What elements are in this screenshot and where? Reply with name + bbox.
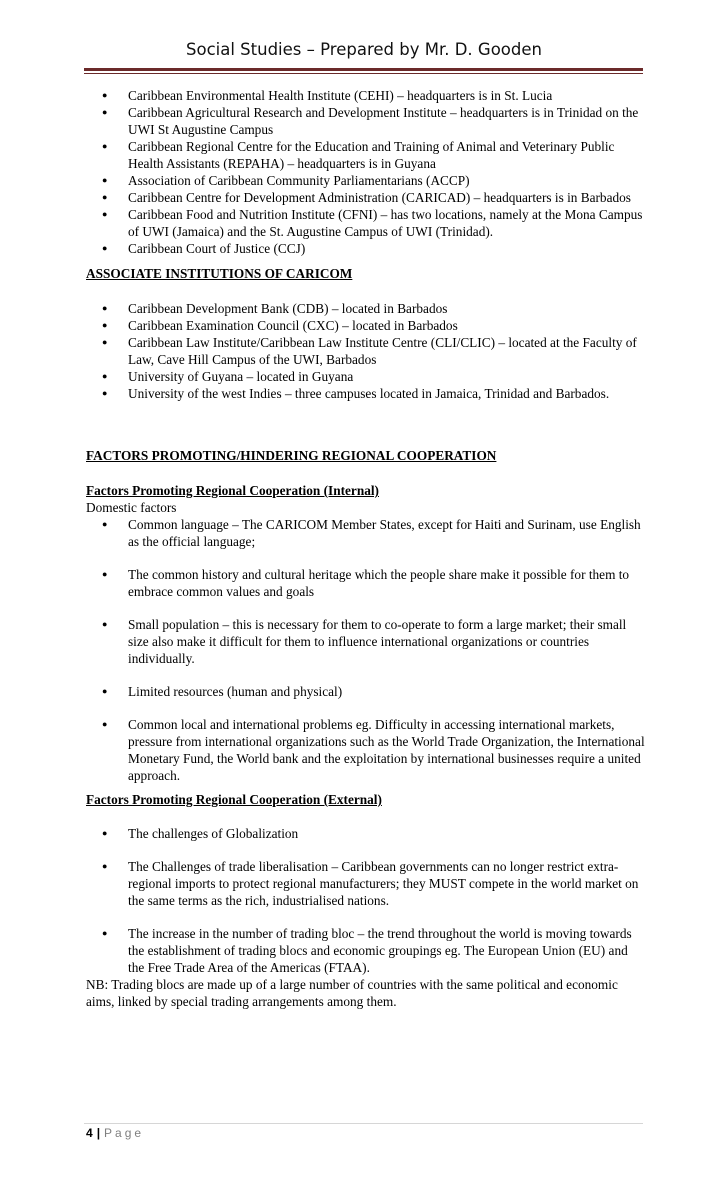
external-factors-list (86, 825, 646, 976)
list-item: ● Small population – this is necessary for them to co-operate to form a large market; their small size also make it difficult for them to influence international organizations or countries individually. (86, 616, 646, 667)
list-item: ● Caribbean Centre for Development Administration (CARICAD) – headquarters is in Barbados (86, 189, 646, 206)
institutions-list (86, 87, 646, 257)
list-item: ● Caribbean Agricultural Research and Development Institute – headquarters is in Trinidad on the UWI St Augustine Campus (86, 104, 646, 138)
list-item: ● Common language – The CARICOM Member States, except for Haiti and Surinam, use English as the official language; (86, 516, 646, 550)
list-item: ● Caribbean Court of Justice (CCJ) (86, 240, 646, 257)
header-rule-thin (84, 73, 643, 74)
list-item: ● Caribbean Examination Council (CXC) – located in Barbados (86, 317, 646, 334)
factors-heading: FACTORS PROMOTING/HINDERING REGIONAL COOPERATION (86, 448, 497, 463)
list-item: ● Caribbean Food and Nutrition Institute (CFNI) – has two locations, namely at the Mona Campus of UWI (Jamaica) and the St. Augustine Campus of UWI (Trinidad). (86, 206, 646, 240)
list-item: ● University of Guyana – located in Guyana (86, 368, 646, 385)
page-footer (86, 1126, 144, 1140)
page-number: 4 (86, 1126, 93, 1140)
list-item: ● Caribbean Development Bank (CDB) – located in Barbados (86, 300, 646, 317)
footer-rule (84, 1123, 643, 1124)
header-rule-thick (84, 68, 643, 71)
list-item: ● Caribbean Law Institute/Caribbean Law Institute Centre (CLI/CLIC) – located at the Faculty of Law, Cave Hill Campus of the UWI, Barbados (86, 334, 646, 368)
list-item: ● Caribbean Regional Centre for the Education and Training of Animal and Veterinary Public Health Assistants (REPAHA) – headquarters is in Guyana (86, 138, 646, 172)
list-item: ● Association of Caribbean Community Parliamentarians (ACCP) (86, 172, 646, 189)
page-label: Page (104, 1126, 145, 1140)
internal-subheading: Factors Promoting Regional Cooperation (Internal) (86, 483, 379, 498)
domestic-factors-label: Domestic factors (86, 500, 177, 515)
list-item: ● The increase in the number of trading bloc – the trend throughout the world is moving towards the establishment of trading blocs and economic groupings eg. The European Union (EU) and the Free Trade Area of the Americas (FTAA). (86, 925, 646, 976)
external-subheading: Factors Promoting Regional Cooperation (External) (86, 792, 382, 807)
list-item: ● The Challenges of trade liberalisation – Caribbean governments can no longer restrict extra-regional imports to protect regional manufacturers; they MUST compete in the world market on the same terms as the rich, industrialised nations. (86, 858, 646, 909)
associate-heading: ASSOCIATE INSTITUTIONS OF CARICOM (86, 266, 353, 281)
page-content (86, 87, 646, 1010)
internal-factors-list (86, 516, 646, 784)
trading-blocs-note: NB: Trading blocs are made up of a large number of countries with the same political and economic aims, linked by special trading arrangements among them. (86, 977, 618, 1009)
list-item: ● Limited resources (human and physical) (86, 683, 646, 700)
list-item: ● Common local and international problems eg. Difficulty in accessing international markets, pressure from international organizations such as the World Trade Organization, the International Monetary Fund, the World bank and the exploitation by international businesses require a united approach. (86, 716, 646, 784)
footer-separator: | (96, 1126, 101, 1140)
associate-list (86, 300, 646, 402)
page-header-title: Social Studies – Prepared by Mr. D. Gooden (186, 40, 542, 59)
list-item: ● The common history and cultural heritage which the people share make it possible for them to embrace common values and goals (86, 566, 646, 600)
list-item: ● Caribbean Environmental Health Institute (CEHI) – headquarters is in St. Lucia (86, 87, 646, 104)
list-item: ● University of the west Indies – three campuses located in Jamaica, Trinidad and Barbados. (86, 385, 646, 402)
list-item: ● The challenges of Globalization (86, 825, 646, 842)
